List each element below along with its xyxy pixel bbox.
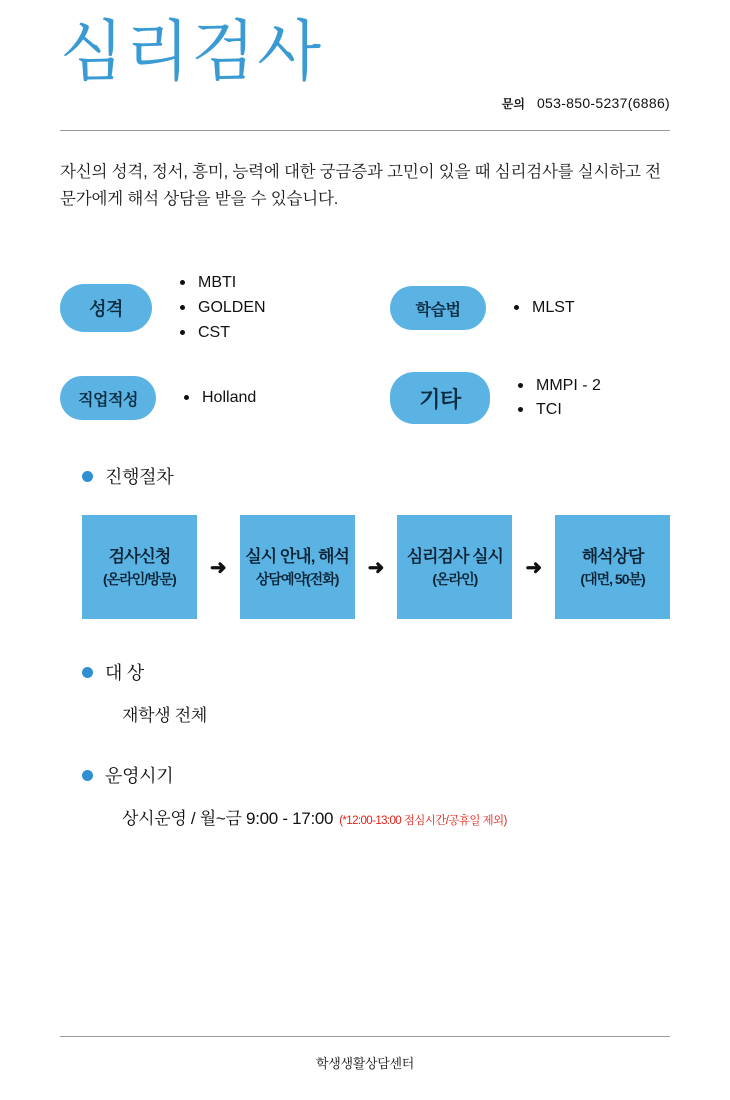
header-divider [60, 130, 670, 131]
category-pill-personality: 성격 [60, 284, 152, 332]
category-study [390, 286, 575, 330]
category-items-personality [152, 271, 266, 345]
list-item: MBTI [180, 271, 266, 296]
bullet-dot-icon [82, 667, 93, 678]
list-item: MLST [514, 296, 575, 321]
arrow-right-icon: ➜ [525, 556, 543, 579]
category-pill-aptitude: 직업적성 [60, 376, 156, 420]
footer-divider [60, 1036, 670, 1037]
flow-step-2-line1: 실시 안내, 해석 [245, 546, 349, 566]
category-row-2 [60, 353, 670, 443]
section-target-body: 재학생 전체 [122, 706, 208, 726]
flow-step-4-line2: (대면, 50분) [580, 571, 645, 588]
list-item: TCI [518, 398, 601, 423]
section-target [60, 659, 670, 726]
schedule-text: 상시운영 / 월~금 9:00 - 17:00 [122, 809, 334, 829]
flow-step-3-line2: (온라인) [432, 571, 478, 588]
poster-footer [60, 1036, 670, 1072]
section-schedule-heading [82, 762, 670, 788]
page-title: 심리검사 [60, 14, 324, 88]
schedule-note: (*12:00-13:00 점심시간/공휴일 제외) [339, 815, 507, 828]
category-items-aptitude [156, 386, 256, 411]
category-items-etc [490, 374, 601, 424]
flow-step-4-line1: 해석상담 [581, 546, 644, 566]
bullet-dot-icon [82, 471, 93, 482]
bullet-dot-icon [82, 770, 93, 781]
poster-header [60, 0, 670, 130]
process-flow [82, 515, 670, 619]
contact-label: 문의 [501, 97, 525, 111]
category-items-study [486, 296, 575, 321]
arrow-right-icon: ➜ [367, 556, 385, 579]
list-item: MMPI - 2 [518, 374, 601, 399]
contact-number: 053-850-5237(6886) [536, 95, 670, 111]
section-process-title: 진행절차 [105, 467, 174, 488]
flow-step-2 [240, 515, 355, 619]
list-item: CST [180, 321, 266, 346]
category-pill-study: 학습법 [390, 286, 486, 330]
list-item: GOLDEN [180, 296, 266, 321]
footer-text: 학생생활상담센터 [315, 1056, 415, 1071]
arrow-right-icon: ➜ [209, 556, 227, 579]
list-item: Holland [184, 386, 256, 411]
intro-text: 자신의 성격, 정서, 흥미, 능력에 대한 궁금증과 고민이 있을 때 심리검사를 실시하고 전문가에게 해석 상담을 받을 수 있습니다. [60, 163, 661, 209]
category-personality [60, 271, 390, 345]
section-target-title: 대 상 [105, 663, 144, 684]
section-schedule-title: 운영시기 [105, 766, 174, 787]
category-pill-etc: 기타 [390, 372, 490, 424]
flow-step-3 [397, 515, 512, 619]
category-grid [60, 263, 670, 453]
section-schedule-body [122, 804, 670, 829]
flow-step-3-line1: 심리검사 실시 [406, 546, 503, 566]
category-aptitude [60, 376, 390, 420]
section-target-heading [82, 659, 670, 685]
section-process [60, 463, 670, 619]
flow-step-4 [555, 515, 670, 619]
section-process-heading [82, 463, 670, 489]
contact-info [502, 95, 670, 112]
category-etc [390, 372, 601, 424]
flow-step-2-line2: 상담예약(전화) [255, 571, 339, 588]
flow-step-1-line1: 검사신청 [108, 546, 171, 566]
flow-step-1-line2: (온라인/방문) [103, 571, 176, 588]
category-row-1 [60, 263, 670, 353]
section-schedule [60, 762, 670, 829]
flow-step-1 [82, 515, 197, 619]
